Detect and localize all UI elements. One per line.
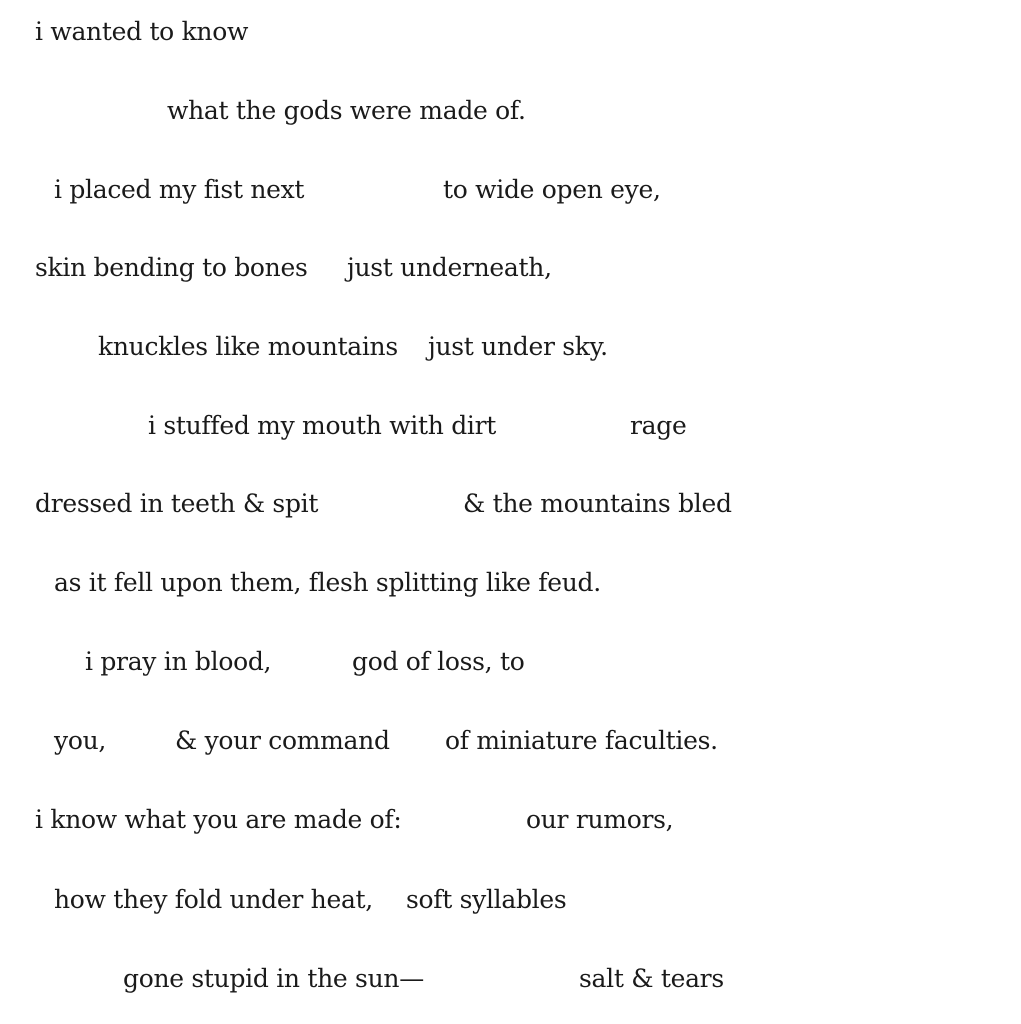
poem-fragment: just under sky.	[428, 332, 608, 361]
poem-fragment: of miniature faculties.	[445, 726, 718, 755]
poem-line	[0, 642, 1021, 682]
poem-fragment: to wide open eye,	[443, 175, 661, 204]
poem-line	[0, 959, 1021, 999]
poem-fragment: i know what you are made of:	[35, 805, 402, 834]
poem-line	[0, 484, 1021, 524]
poem-fragment: rage	[630, 411, 687, 440]
poem-fragment: god of loss, to	[352, 647, 525, 676]
poem-fragment: & your command	[175, 726, 390, 755]
poem-fragment: you,	[54, 726, 107, 755]
poem-line	[0, 563, 1021, 603]
poem-fragment: & the mountains bled	[463, 489, 732, 518]
poem-fragment: gone stupid in the sun—	[123, 964, 424, 993]
poem-line	[0, 880, 1021, 920]
poem-fragment: soft syllables	[406, 885, 567, 914]
poem-line	[0, 12, 1021, 52]
poem-fragment: how they fold under heat,	[54, 885, 373, 914]
poem-fragment: our rumors,	[526, 805, 674, 834]
poem-fragment: i pray in blood,	[85, 647, 272, 676]
poem-line	[0, 406, 1021, 446]
poem-fragment: i placed my fist next	[54, 175, 305, 204]
poem-fragment: i stuffed my mouth with dirt	[148, 411, 496, 440]
poem-fragment: what the gods were made of.	[167, 96, 526, 125]
poem-line	[0, 91, 1021, 131]
poem-fragment: just underneath,	[347, 253, 552, 282]
poem-line	[0, 800, 1021, 840]
poem-fragment: knuckles like mountains	[98, 332, 398, 361]
poem-line	[0, 721, 1021, 761]
poem-fragment: skin bending to bones	[35, 253, 308, 282]
poem-line	[0, 327, 1021, 367]
poem-line	[0, 248, 1021, 288]
poem-fragment: i wanted to know	[35, 17, 249, 46]
poem-fragment: as it fell upon them, flesh splitting like feud.	[54, 568, 601, 597]
poem-fragment: dressed in teeth & spit	[35, 489, 319, 518]
poem-line	[0, 170, 1021, 210]
poem-fragment: salt & tears	[579, 964, 724, 993]
